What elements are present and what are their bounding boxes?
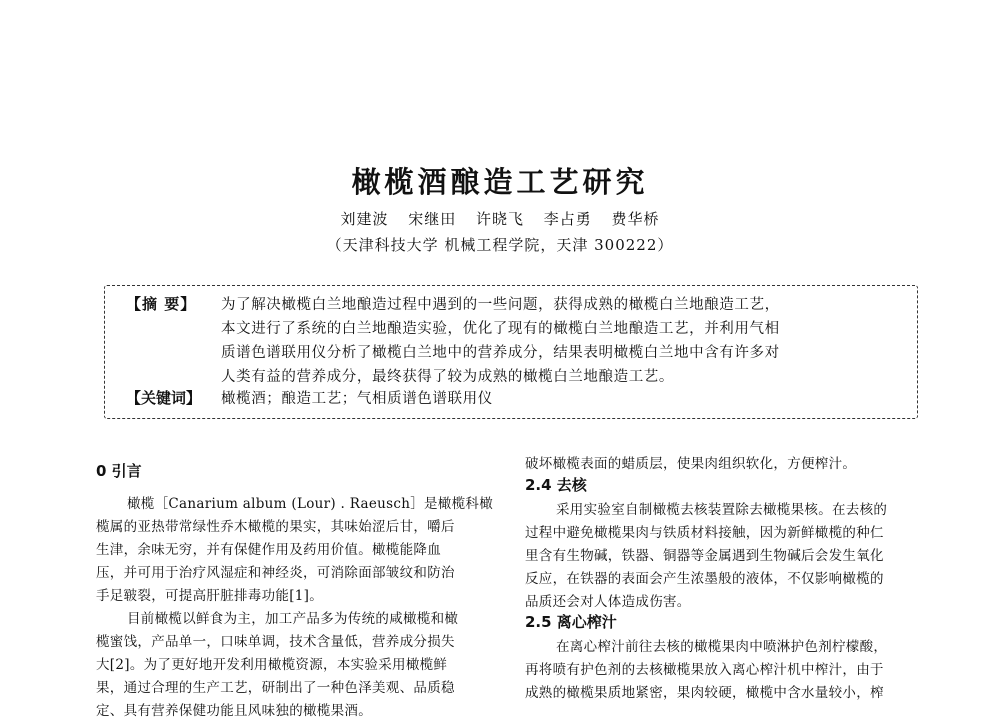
body-line: 手足皲裂，可提高肝脏排毒功能[1]。 [96, 588, 324, 604]
keywords: 橄榄酒；酿造工艺；气相质谱色谱联用仪 [221, 391, 493, 407]
keywords-label: 【关键词】 [126, 389, 202, 407]
authors: 刘建波 宋继田 许晓飞 李占勇 费华桥 [340, 210, 660, 228]
body-line: 品质还会对人体造成伤害。 [525, 594, 691, 610]
body-line: 生津，余味无穷，并有保健作用及药用价值。橄榄能降血 [96, 542, 441, 558]
section-heading-2-5: 2.5 离心榨汁 [525, 613, 617, 631]
body-line: 再将喷有护色剂的去核橄榄果放入离心榨汁机中榨汁，由于 [525, 662, 884, 678]
section-heading-2-4: 2.4 去核 [525, 476, 587, 494]
body-line: 反应，在铁器的表面会产生浓墨般的液体，不仅影响橄榄的 [525, 571, 884, 587]
body-line: 榄蜜饯，产品单一，口味单调，技术含量低，营养成分损失 [96, 634, 455, 650]
body-line: 里含有生物碱，铁器、铜器等金属遇到生物碱后会发生氧化 [525, 548, 884, 564]
body-line: 过程中避免橄榄果肉与铁质材料接触，因为新鲜橄榄的种仁 [525, 525, 884, 541]
abstract-line: 人类有益的营养成分，最终获得了较为成熟的橄榄白兰地酿造工艺。 [221, 369, 674, 385]
paper-title: 橄榄酒酿造工艺研究 [351, 165, 649, 199]
body-line: 在离心榨汁前往去核的橄榄果肉中喷淋护色剂柠檬酸， [556, 639, 888, 655]
body-line: 橄榄［Canarium album (Lour) . Raeusch］是橄榄科橄 [127, 496, 494, 512]
body-line: 果，通过合理的生产工艺，研制出了一种色泽美观、品质稳 [96, 680, 455, 696]
body-line: 目前橄榄以鲜食为主，加工产品多为传统的咸橄榄和橄 [127, 611, 459, 627]
body-line: 大[2]。为了更好地开发利用橄榄资源，本实验采用橄榄鲜 [96, 657, 448, 673]
body-line: 采用实验室自制橄榄去核装置除去橄榄果核。在去核的 [556, 502, 888, 518]
section-heading-introduction: 0 引言 [96, 462, 142, 480]
abstract-label: 【摘 要】 [126, 295, 197, 313]
abstract-line: 本文进行了系统的白兰地酿造实验，优化了现有的橄榄白兰地酿造工艺，并利用气相 [221, 321, 780, 337]
abstract-line: 质谱色谱联用仪分析了橄榄白兰地中的营养成分，结果表明橄榄白兰地中含有许多对 [221, 345, 780, 361]
body-line: 定、具有营养保健功能且风味独的橄榄果酒。 [96, 703, 372, 719]
body-line: 榄属的亚热带常绿性乔木橄榄的果实，其味始涩后甘，嚼后 [96, 519, 455, 535]
body-line: 破坏橄榄表面的蜡质层，使果肉组织软化，方便榨汁。 [525, 456, 857, 472]
body-line: 成熟的橄榄果质地紧密，果肉较硬，橄榄中含水量较小，榨 [525, 685, 884, 701]
affiliation: （天津科技大学 机械工程学院，天津 300222） [326, 236, 674, 254]
body-line: 压，并可用于治疗风湿症和神经炎，可消除面部皱纹和防治 [96, 565, 455, 581]
abstract-line: 为了解决橄榄白兰地酿造过程中遇到的一些问题，获得成熟的橄榄白兰地酿造工艺， [221, 297, 780, 313]
